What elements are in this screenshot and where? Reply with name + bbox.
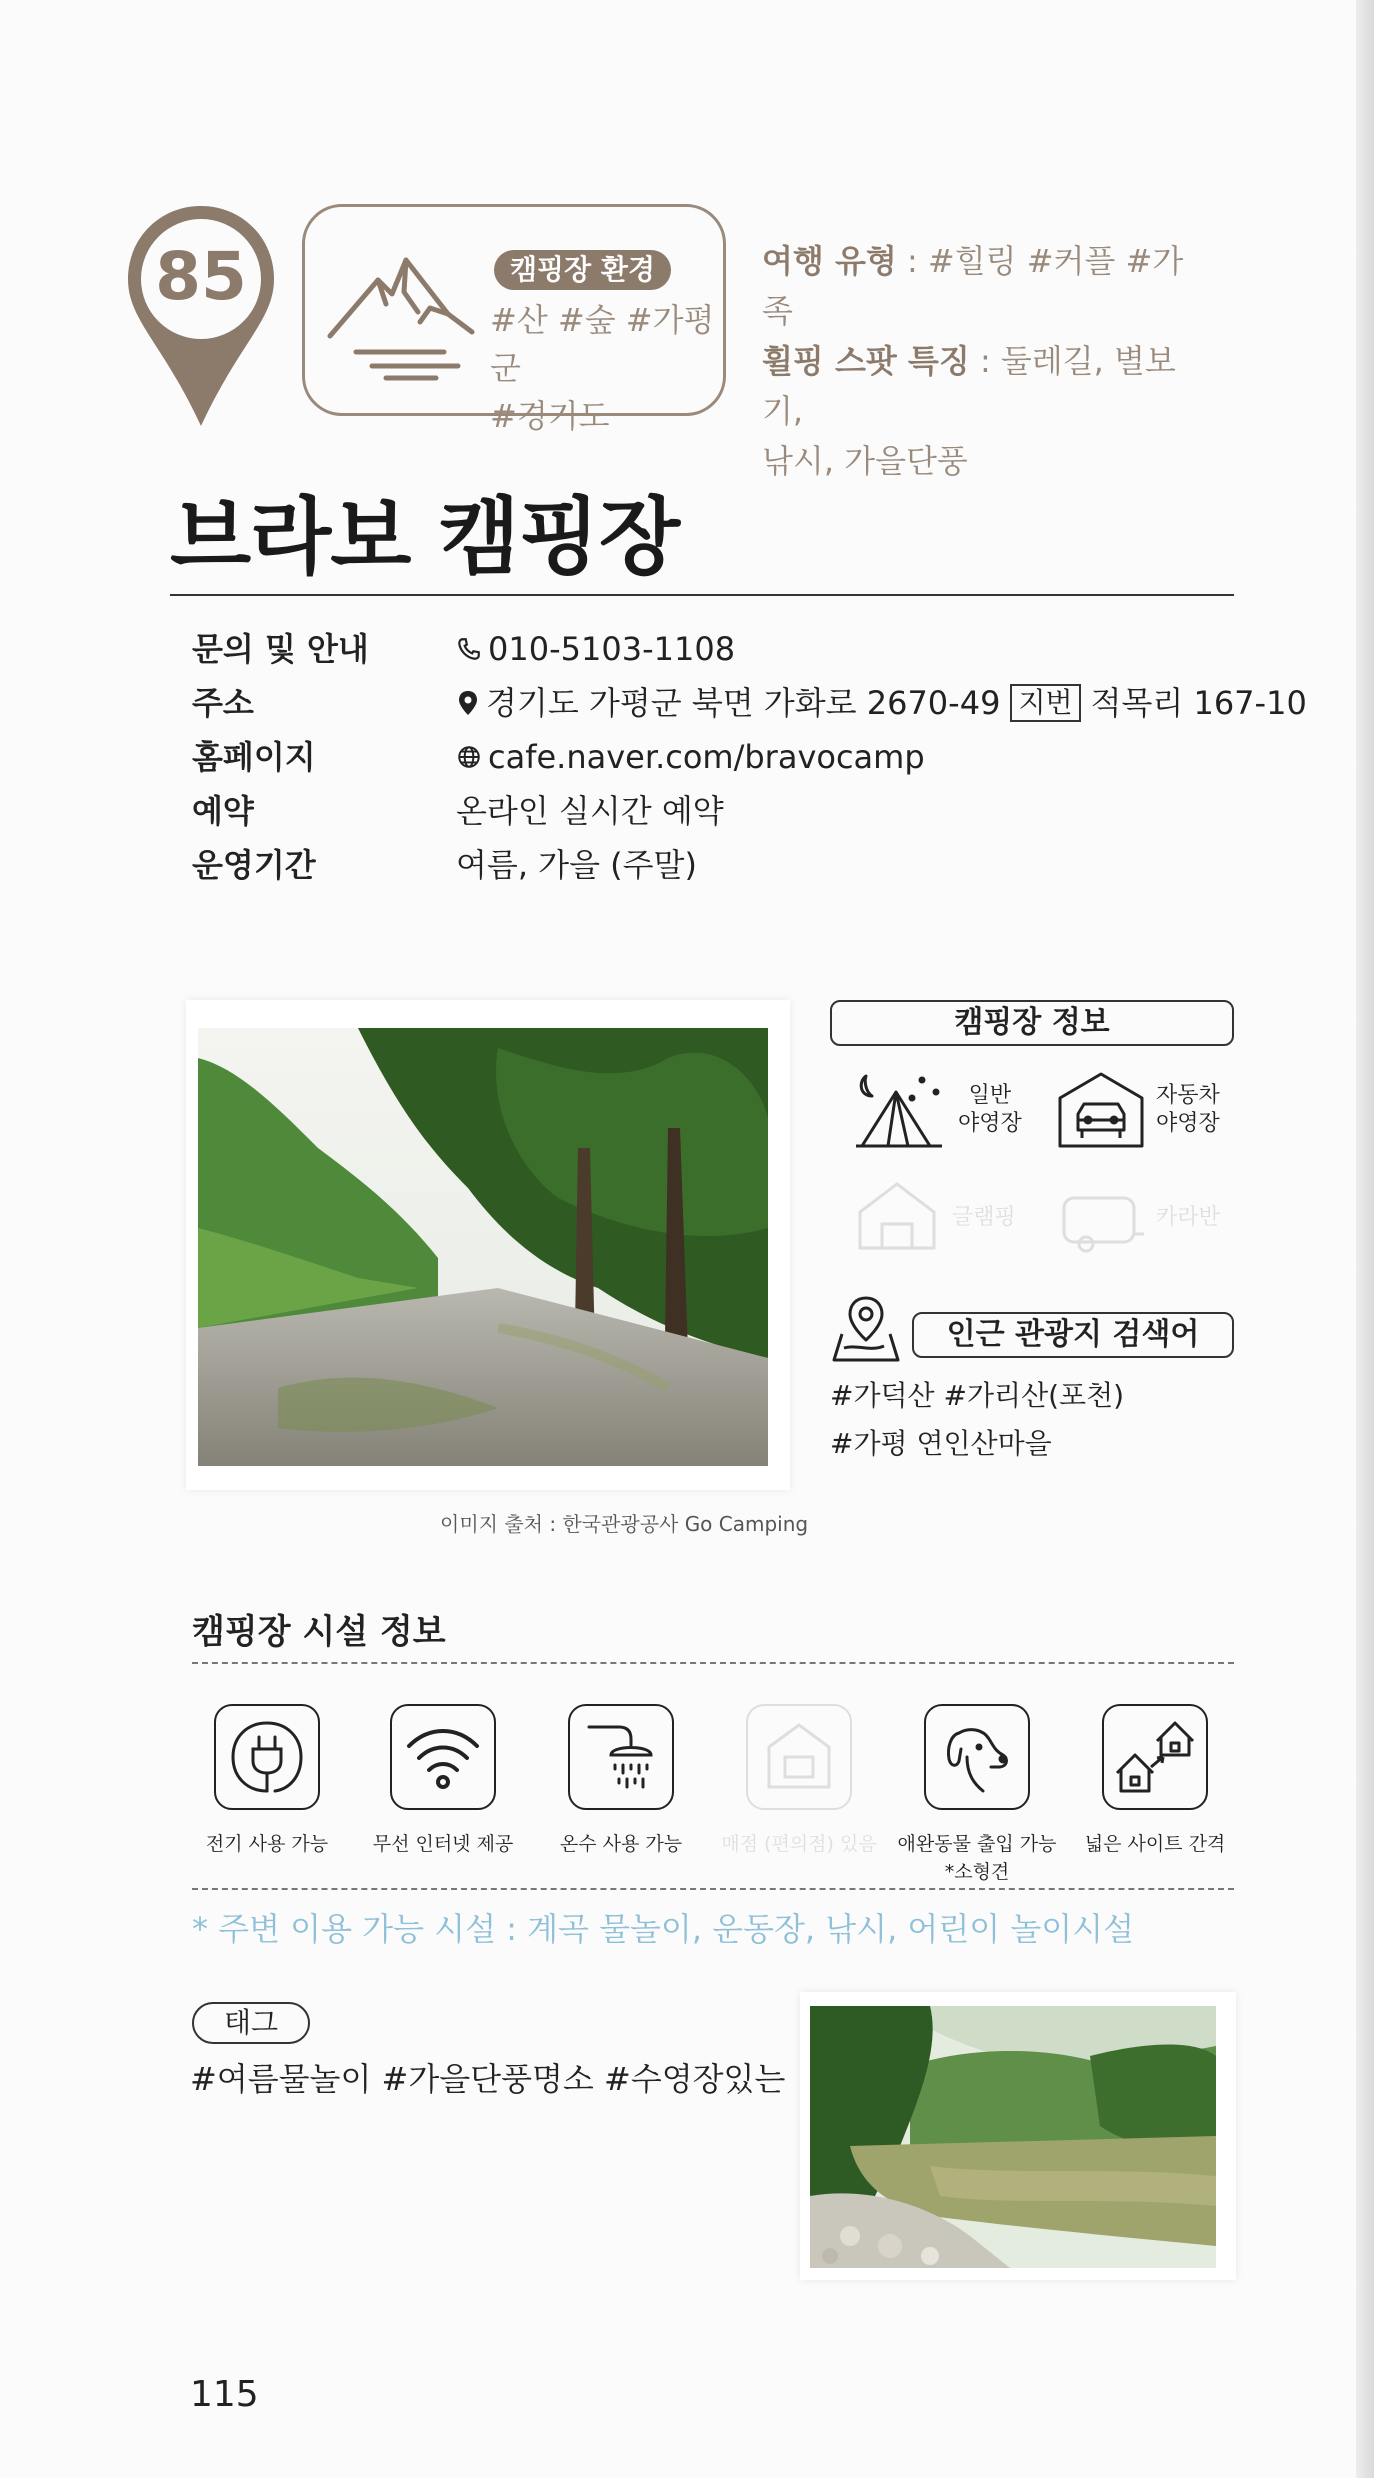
- reserve-value: 온라인 실시간 예약: [456, 792, 724, 830]
- car-campsite: [1056, 1070, 1220, 1150]
- trip-type-label: 여행 유형: [762, 242, 897, 280]
- car-label-2: 야영장: [1156, 1111, 1220, 1136]
- campsite-photo: [198, 1028, 768, 1466]
- sights-tags: [830, 1372, 1124, 1468]
- houses-icon: [1113, 1715, 1197, 1799]
- homepage-value[interactable]: [456, 730, 925, 784]
- facility-box: [1102, 1704, 1208, 1810]
- store-icon: [759, 1717, 839, 1797]
- car-label-1: 자동차: [1156, 1083, 1220, 1108]
- facility-label: 전기 사용 가능: [205, 1833, 329, 1855]
- facility-label: [888, 1830, 1066, 1886]
- reserve-row: [192, 784, 1307, 838]
- sights-heading: 인근 관광지 검색어: [912, 1312, 1234, 1358]
- facility-box: [568, 1704, 674, 1810]
- facility-label: 무선 인터넷 제공: [372, 1833, 514, 1855]
- homepage-row: [192, 730, 1307, 784]
- pet-note: *소형견: [944, 1861, 1010, 1883]
- mountain-icon: [326, 252, 476, 382]
- facility-box: [214, 1704, 320, 1810]
- glamping-icon: [852, 1178, 942, 1258]
- facility-box: [390, 1704, 496, 1810]
- period-row: [192, 838, 1307, 892]
- environment-tags: [490, 296, 720, 440]
- contact-label: 문의 및 안내: [192, 630, 369, 668]
- location-pin-icon: [122, 202, 280, 430]
- facility-pet: [888, 1704, 1066, 1886]
- facility-store: [710, 1704, 888, 1858]
- pet-label: 애완동물 출입 가능: [897, 1833, 1057, 1855]
- camp-info-heading: 캠핑장 정보: [830, 1000, 1234, 1046]
- glamping-label: 글램핑: [952, 1205, 1016, 1230]
- reserve-label: 예약: [192, 792, 254, 830]
- facility-label: 온수 사용 가능: [559, 1833, 683, 1855]
- glamping: [852, 1178, 1016, 1258]
- trip-type-value: : #힐링 #커플 #가족: [762, 242, 1184, 330]
- dog-icon: [937, 1717, 1017, 1797]
- wifi-icon: [403, 1722, 483, 1792]
- jibun-badge: 지번: [1010, 684, 1080, 722]
- facility-box: [924, 1704, 1030, 1810]
- jibun-text: 적목리 167-10: [1090, 684, 1307, 722]
- facilities-title: 캠핑장 시설 정보: [192, 1612, 446, 1652]
- period-value: 여름, 가을 (주말): [456, 846, 697, 884]
- homepage-label: 홈페이지: [192, 738, 316, 776]
- shower-icon: [581, 1717, 661, 1797]
- camp-number: 85: [155, 238, 247, 315]
- contact-value[interactable]: [456, 622, 735, 676]
- page-title: 브라보 캠핑장: [170, 488, 680, 586]
- title-divider: [170, 594, 1234, 596]
- facility-electric: [178, 1704, 356, 1858]
- map-pin-icon: [456, 689, 480, 717]
- general-label-2: 야영장: [958, 1111, 1022, 1136]
- caravan-icon: [1056, 1178, 1146, 1258]
- spot-value-2: 낚시, 가을단풍: [762, 442, 968, 480]
- general-label-1: 일반: [968, 1083, 1012, 1108]
- spot-feature: [762, 336, 1202, 436]
- spot-value: : 둘레길, 별보기,: [762, 342, 1176, 430]
- map-location-icon: [830, 1294, 902, 1364]
- car-garage-icon: [1056, 1070, 1146, 1150]
- nearby-facilities: * 주변 이용 가능 시설 : 계곡 물놀이, 운동장, 낚시, 어린이 놀이시설: [192, 1910, 1134, 1948]
- address-row: [192, 676, 1307, 730]
- homepage-link[interactable]: cafe.naver.com/bravocamp: [488, 738, 925, 776]
- river-photo: [810, 2006, 1216, 2268]
- info-table: [192, 622, 1307, 892]
- contact-row: [192, 622, 1307, 676]
- caravan-label: 카라반: [1156, 1205, 1220, 1230]
- address-label: 주소: [192, 684, 254, 722]
- caravan: [1056, 1178, 1220, 1258]
- general-campsite: [852, 1070, 1022, 1150]
- facility-label: 넓은 사이트 간격: [1084, 1833, 1226, 1855]
- facilities-top-divider: [192, 1662, 1234, 1664]
- sights-line2: #가평 연인산마을: [830, 1427, 1052, 1460]
- facility-hotwater: [532, 1704, 710, 1858]
- globe-icon: [456, 744, 482, 770]
- phone-icon: [456, 636, 482, 662]
- period-label: 운영기간: [192, 846, 316, 884]
- facility-box: [746, 1704, 852, 1810]
- spot-label: 휠핑 스팟 특징: [762, 342, 970, 380]
- trip-info: [762, 236, 1202, 486]
- plug-icon: [227, 1717, 307, 1797]
- environment-badge: 캠핑장 환경: [494, 250, 671, 290]
- env-tags-line2: #경기도: [490, 397, 610, 435]
- address-value: [456, 676, 1307, 730]
- phone-number: 010-5103-1108: [488, 630, 736, 668]
- facility-wifi: [354, 1704, 532, 1858]
- env-tags-line1: #산 #숲 #가평군: [490, 301, 715, 387]
- facilities-bottom-divider: [192, 1888, 1234, 1890]
- trip-type: [762, 236, 1202, 336]
- sights-line1: #가덕산 #가리산(포천): [830, 1379, 1125, 1412]
- facility-label: 매점 (편의점) 있음: [721, 1833, 877, 1855]
- tent-moon-icon: [852, 1070, 948, 1150]
- address-text: 경기도 가평군 북면 가화로 2670-49: [486, 684, 1001, 722]
- tag-line: #여름물놀이 #가을단풍명소 #수영장있는: [190, 2060, 786, 2098]
- photo-caption: 이미지 출처 : 한국관광공사 Go Camping: [440, 1512, 809, 1536]
- facility-wide-site: [1066, 1704, 1244, 1858]
- tag-badge: 태그: [192, 2002, 310, 2044]
- page-number: 115: [190, 2374, 259, 2415]
- page-edge: [1356, 0, 1374, 2478]
